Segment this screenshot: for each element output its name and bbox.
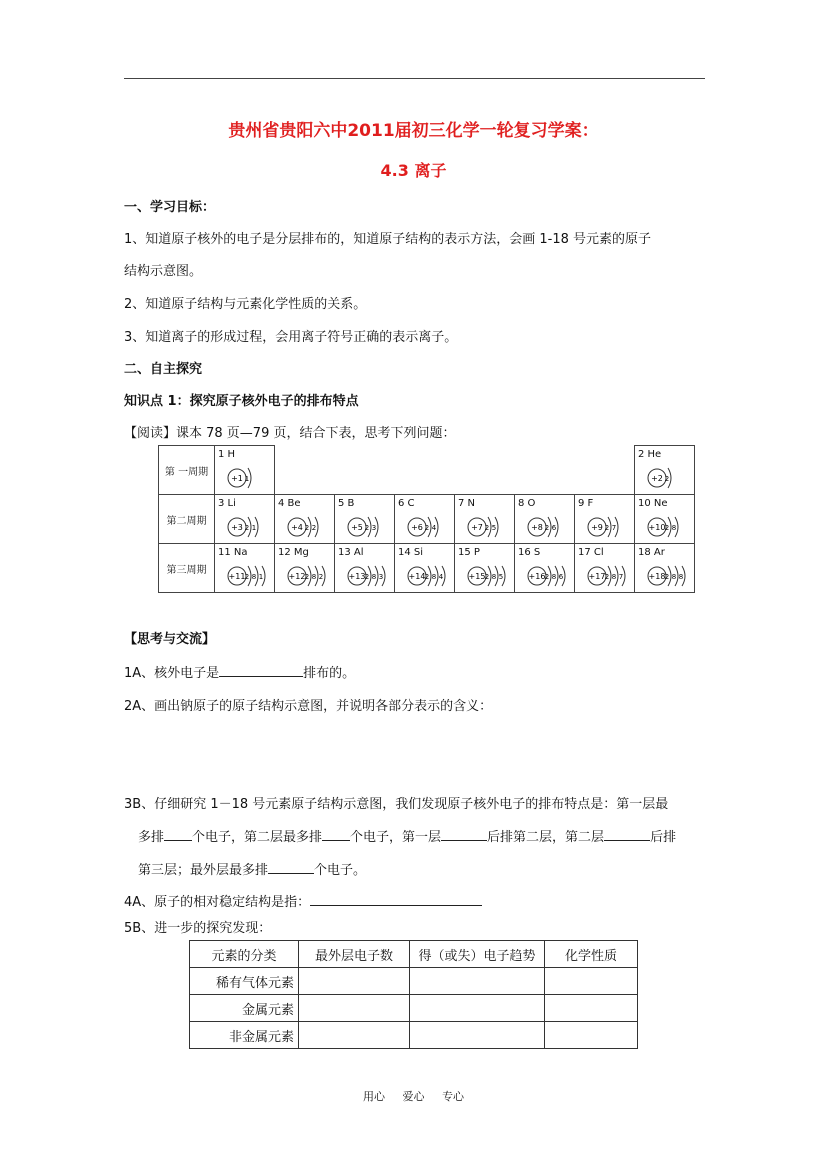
element-cell [515, 495, 575, 544]
period-row [159, 446, 695, 495]
element-cell [335, 544, 395, 593]
shell-electron-count: 7 [618, 573, 624, 581]
table-row [190, 1022, 638, 1049]
shell-electron-count: 1 [244, 475, 250, 483]
table-header-row [190, 941, 638, 968]
atom-structure-diagram [227, 558, 275, 590]
atom-structure-diagram [647, 558, 695, 590]
goal-1-line2: 结构示意图。 [124, 264, 203, 279]
row-label: 非金属元素 [190, 1022, 299, 1049]
period-label: 第 一周期 [159, 446, 215, 495]
question-4-text: 4A、原子的相对稳定结构是指： [124, 895, 311, 910]
nuclear-charge: +9 [591, 523, 603, 532]
shell-electron-count: 2 [364, 573, 370, 581]
shell-electron-count: 2 [544, 524, 550, 532]
column-header: 得（或失）电子趋势 [410, 941, 545, 968]
shell-electron-count: 2 [424, 573, 430, 581]
nuclear-charge: +14 [408, 572, 426, 581]
nuclear-charge: +3 [231, 523, 243, 532]
shell-electron-count: 2 [318, 573, 324, 581]
question-3-line2 [138, 826, 676, 845]
answer-cell[interactable] [545, 1022, 638, 1049]
table-row [190, 995, 638, 1022]
shell-electron-count: 2 [664, 475, 670, 483]
shell-electron-count: 7 [611, 524, 617, 532]
element-label: 3 Li [218, 498, 236, 509]
atom-structure-diagram [467, 558, 515, 590]
nuclear-charge: +15 [468, 572, 486, 581]
shell-electron-count: 1 [251, 524, 257, 532]
nuclear-charge: +16 [528, 572, 546, 581]
nuclear-charge: +11 [228, 572, 246, 581]
shell-electron-count: 8 [551, 573, 557, 581]
shell-electron-count: 2 [544, 573, 550, 581]
shell-electron-count: 8 [431, 573, 437, 581]
column-header: 化学性质 [545, 941, 638, 968]
shell-electron-count: 8 [491, 573, 497, 581]
q3-text: 后排 [650, 830, 677, 845]
discussion-heading: 【思考与交流】 [124, 632, 216, 647]
nuclear-charge: +18 [648, 572, 666, 581]
shell-electron-count: 8 [371, 573, 377, 581]
element-cell [455, 495, 515, 544]
answer-cell[interactable] [410, 1022, 545, 1049]
element-label: 17 Cl [578, 547, 604, 558]
shell-electron-count: 3 [371, 524, 377, 532]
element-label: 15 P [458, 547, 480, 558]
column-header: 最外层电子数 [299, 941, 410, 968]
element-label: 4 Be [278, 498, 301, 509]
question-1 [124, 662, 355, 681]
document-title: 贵州省贵阳六中2011届初三化学一轮复习学案： [228, 121, 599, 141]
element-label: 8 O [518, 498, 536, 509]
shell-electron-count: 2 [304, 573, 310, 581]
element-label: 2 He [638, 449, 662, 460]
atom-structure-diagram [587, 509, 635, 541]
shell-electron-count: 2 [664, 524, 670, 532]
shell-electron-count: 4 [431, 524, 437, 532]
atom-structure-diagram [407, 509, 455, 541]
header-rule [124, 78, 705, 79]
atom-structure-diagram [587, 558, 635, 590]
empty-cell [335, 446, 395, 495]
answer-cell[interactable] [299, 968, 410, 995]
element-cell [275, 544, 335, 593]
element-label: 5 B [338, 498, 355, 509]
q3-text: 个电子。 [314, 863, 367, 878]
goal-2: 2、知道原子结构与元素化学性质的关系。 [124, 297, 367, 312]
reading-instruction: 【阅读】课本 78 页—79 页，结合下表，思考下列问题： [124, 426, 456, 441]
shell-electron-count: 8 [671, 524, 677, 532]
atomic-structure-table [158, 445, 695, 593]
question-1-text: 1A、核外电子是 [124, 666, 220, 681]
atom-structure-diagram [227, 460, 275, 492]
section1-heading: 一、学习目标： [124, 200, 216, 215]
answer-cell[interactable] [545, 968, 638, 995]
knowledge-point-1: 知识点 1：探究原子核外电子的排布特点 [124, 394, 359, 409]
answer-blank[interactable] [268, 861, 314, 874]
element-label: 12 Mg [278, 547, 309, 558]
footer-text: 爱心 [402, 1090, 425, 1103]
footer-text: 用心 [363, 1090, 385, 1103]
nuclear-charge: +13 [348, 572, 366, 581]
element-cell [395, 495, 455, 544]
atom-structure-diagram [467, 509, 515, 541]
empty-cell [515, 446, 575, 495]
nuclear-charge: +1 [231, 474, 243, 483]
element-cell [275, 495, 335, 544]
shell-electron-count: 2 [244, 573, 250, 581]
shell-electron-count: 2 [484, 524, 490, 532]
empty-cell [575, 446, 635, 495]
shell-electron-count: 2 [484, 573, 490, 581]
shell-electron-count: 5 [498, 573, 504, 581]
answer-blank[interactable] [322, 828, 350, 841]
shell-electron-count: 2 [604, 524, 610, 532]
column-header: 元素的分类 [190, 941, 299, 968]
element-label: 9 F [578, 498, 594, 509]
atom-structure-diagram [527, 558, 575, 590]
element-cell [215, 495, 275, 544]
element-label: 1 H [218, 449, 236, 460]
shell-electron-count: 5 [491, 524, 497, 532]
period-row [159, 544, 695, 593]
period-label: 第二周期 [159, 495, 215, 544]
goal-1-line1: 1、知道原子核外的电子是分层排布的，知道原子结构的表示方法，会画 1-18 号元素的原子 [124, 232, 652, 247]
atom-structure-diagram [227, 509, 275, 541]
shell-electron-count: 2 [664, 573, 670, 581]
nuclear-charge: +5 [351, 523, 363, 532]
empty-cell [455, 446, 515, 495]
answer-blank[interactable] [604, 828, 650, 841]
answer-blank[interactable] [164, 828, 192, 841]
table-row [190, 968, 638, 995]
answer-cell[interactable] [299, 995, 410, 1022]
shell-electron-count: 2 [311, 524, 317, 532]
empty-cell [275, 446, 335, 495]
element-label: 16 S [518, 547, 541, 558]
shell-electron-count: 8 [251, 573, 257, 581]
answer-blank[interactable] [441, 828, 487, 841]
nuclear-charge: +8 [531, 523, 543, 532]
element-label: 13 Al [338, 547, 364, 558]
atom-structure-diagram [647, 509, 695, 541]
element-cell [635, 446, 695, 495]
question-3-line1: 3B、仔细研究 1－18 号元素原子结构示意图，我们发现原子核外电子的排布特点是：第一层最 [124, 797, 669, 812]
shell-electron-count: 2 [364, 524, 370, 532]
element-classification-table [189, 940, 638, 1049]
element-label: 11 Na [218, 547, 248, 558]
answer-cell[interactable] [410, 968, 545, 995]
atom-structure-diagram [287, 509, 335, 541]
shell-electron-count: 2 [424, 524, 430, 532]
page-footer [0, 1088, 827, 1104]
nuclear-charge: +10 [648, 523, 666, 532]
answer-blank[interactable] [219, 664, 303, 677]
question-3-line3 [138, 859, 366, 878]
nuclear-charge: +7 [471, 523, 483, 532]
shell-electron-count: 6 [558, 573, 564, 581]
shell-electron-count: 2 [304, 524, 310, 532]
shell-electron-count: 8 [311, 573, 317, 581]
element-cell [575, 544, 635, 593]
element-cell [215, 446, 275, 495]
row-label: 金属元素 [190, 995, 299, 1022]
nuclear-charge: +17 [588, 572, 606, 581]
shell-electron-count: 8 [611, 573, 617, 581]
element-label: 7 N [458, 498, 476, 509]
atom-structure-diagram [407, 558, 455, 590]
element-label: 14 Si [398, 547, 424, 558]
nuclear-charge: +6 [411, 523, 423, 532]
shell-electron-count: 4 [438, 573, 444, 581]
element-cell [395, 544, 455, 593]
atom-structure-diagram [347, 558, 395, 590]
answer-blank[interactable] [310, 893, 482, 906]
q3-text: 多排 [138, 830, 165, 845]
shell-electron-count: 8 [678, 573, 684, 581]
answer-cell[interactable] [545, 995, 638, 1022]
element-cell [335, 495, 395, 544]
section2-heading: 二、自主探究 [124, 362, 203, 377]
shell-electron-count: 3 [378, 573, 384, 581]
period-row [159, 495, 695, 544]
atom-structure-diagram [527, 509, 575, 541]
element-label: 18 Ar [638, 547, 665, 558]
element-label: 6 C [398, 498, 415, 509]
q3-text: 后排第二层，第二层 [487, 830, 605, 845]
shell-electron-count: 8 [671, 573, 677, 581]
period-label: 第三周期 [159, 544, 215, 593]
element-cell [635, 495, 695, 544]
question-5: 5B、进一步的探究发现： [124, 921, 272, 936]
nuclear-charge: +12 [288, 572, 306, 581]
document-subtitle: 4.3 离子 [380, 161, 447, 180]
q3-text: 第三层；最外层最多排 [138, 863, 269, 878]
atom-structure-diagram [347, 509, 395, 541]
shell-electron-count: 2 [604, 573, 610, 581]
element-label: 10 Ne [638, 498, 668, 509]
goal-3: 3、知道离子的形成过程，会用离子符号正确的表示离子。 [124, 330, 458, 345]
atom-structure-diagram [647, 460, 695, 492]
row-label: 稀有气体元素 [190, 968, 299, 995]
footer-text: 专心 [442, 1090, 464, 1103]
nuclear-charge: +2 [651, 474, 663, 483]
question-4 [124, 891, 482, 910]
element-cell [215, 544, 275, 593]
element-cell [575, 495, 635, 544]
shell-electron-count: 1 [258, 573, 264, 581]
atom-structure-diagram [287, 558, 335, 590]
element-cell [455, 544, 515, 593]
empty-cell [395, 446, 455, 495]
q3-text: 个电子，第一层 [350, 830, 442, 845]
question-2: 2A、画出钠原子的原子结构示意图，并说明各部分表示的含义： [124, 699, 493, 714]
nuclear-charge: +4 [291, 523, 303, 532]
answer-cell[interactable] [299, 1022, 410, 1049]
answer-cell[interactable] [410, 995, 545, 1022]
shell-electron-count: 6 [551, 524, 557, 532]
shell-electron-count: 2 [244, 524, 250, 532]
q3-text: 个电子，第二层最多排 [192, 830, 323, 845]
element-cell [635, 544, 695, 593]
question-1-end: 排布的。 [303, 666, 356, 681]
element-cell [515, 544, 575, 593]
